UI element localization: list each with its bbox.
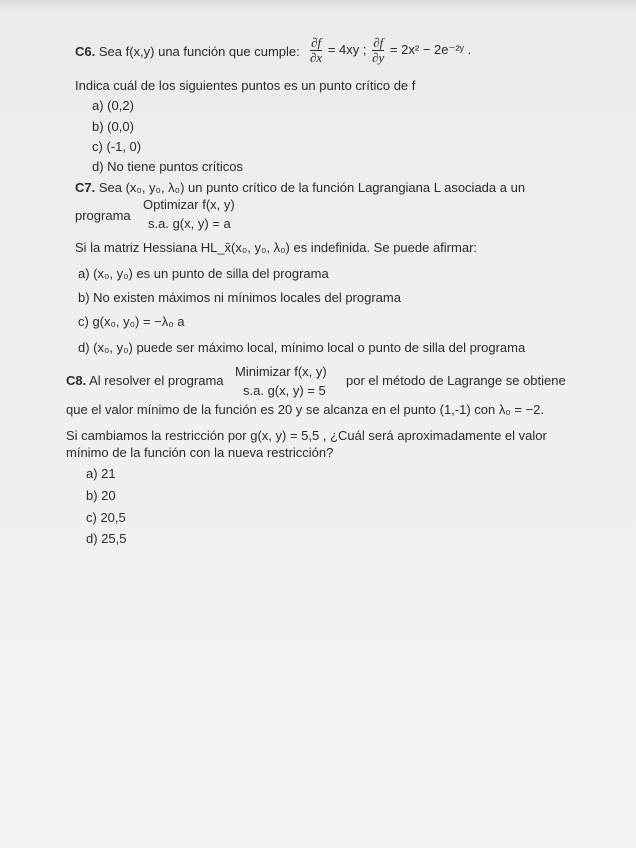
- c8-option-d: d) 25,5: [86, 531, 127, 546]
- c7-hessian: Si la matriz Hessiana HL_x̄(x₀, y₀, λ₀) es indefinida. Se puede afirmar:: [75, 240, 478, 255]
- c6-rhs1: = 4xy ;: [327, 41, 367, 57]
- c8-question-line1: Si cambiamos la restricción por g(x, y) = 5,5 , ¿Cuál será aproximadamente el valor: [66, 428, 547, 443]
- c6-statement: [75, 44, 300, 60]
- c7-option-a: a) (x₀, y₀) es un punto de silla del programa: [78, 266, 329, 281]
- c8-label: C8.: [66, 373, 87, 388]
- c8-option-b: b) 20: [86, 488, 116, 503]
- c8-question-line2: mínimo de la función con la nueva restricción?: [66, 445, 334, 460]
- c7-constraint: s.a. g(x, y) = a: [148, 216, 231, 231]
- c8-option-c: c) 20,5: [86, 510, 126, 525]
- c7-intro: Sea (x₀, y₀, λ₀) un punto crítico de la función Lagrangiana L asociada a un: [98, 180, 526, 195]
- c6-dx-den: ∂x: [310, 50, 323, 65]
- c7-statement: [75, 180, 525, 196]
- c7-option-c: c) g(x₀, y₀) = −λ₀ a: [78, 314, 185, 329]
- c7-label: C7.: [75, 180, 96, 195]
- c6-option-b: b) (0,0): [92, 119, 134, 134]
- page-top-edge: [0, 0, 636, 10]
- c7-option-d: d) (x₀, y₀) puede ser máximo local, mínimo local o punto de silla del programa: [78, 340, 526, 355]
- c8-intro: Al resolver el programa: [89, 373, 224, 388]
- c6-rhs2: = 2x² − 2e⁻²ʸ .: [389, 41, 472, 57]
- c6-option-d: d) No tiene puntos críticos: [92, 159, 244, 174]
- c7-programa: programa: [75, 208, 131, 223]
- c6-question: Indica cuál de los siguientes puntos es un punto crítico de f: [75, 78, 416, 93]
- c6-label: C6.: [75, 44, 96, 59]
- c6-fraction-x: [310, 36, 322, 65]
- c8-option-a: a) 21: [86, 466, 116, 481]
- c8-minimizar: Minimizar f(x, y): [235, 364, 327, 379]
- c6-partial-x: [308, 36, 471, 65]
- c8-constraint: s.a. g(x, y) = 5: [243, 383, 326, 398]
- c6-df-num: ∂f: [311, 35, 322, 50]
- c8-statement: [66, 373, 224, 389]
- c8-method: por el método de Lagrange se obtiene: [346, 373, 566, 388]
- c6-fraction-y: [372, 36, 384, 65]
- c7-option-b: b) No existen máximos ni mínimos locales del programa: [78, 290, 401, 305]
- c6-option-a: a) (0,2): [92, 98, 134, 113]
- c6-intro: Sea f(x,y) una función que cumple:: [98, 44, 300, 59]
- c6-dy-den: ∂y: [372, 50, 385, 65]
- c7-optimizar: Optimizar f(x, y): [143, 197, 235, 212]
- c6-df-num-2: ∂f: [373, 35, 384, 50]
- c8-result: que el valor mínimo de la función es 20 y se alcanza en el punto (1,-1) con λ₀ = −2.: [66, 402, 545, 417]
- c6-option-c: c) (-1, 0): [92, 139, 142, 154]
